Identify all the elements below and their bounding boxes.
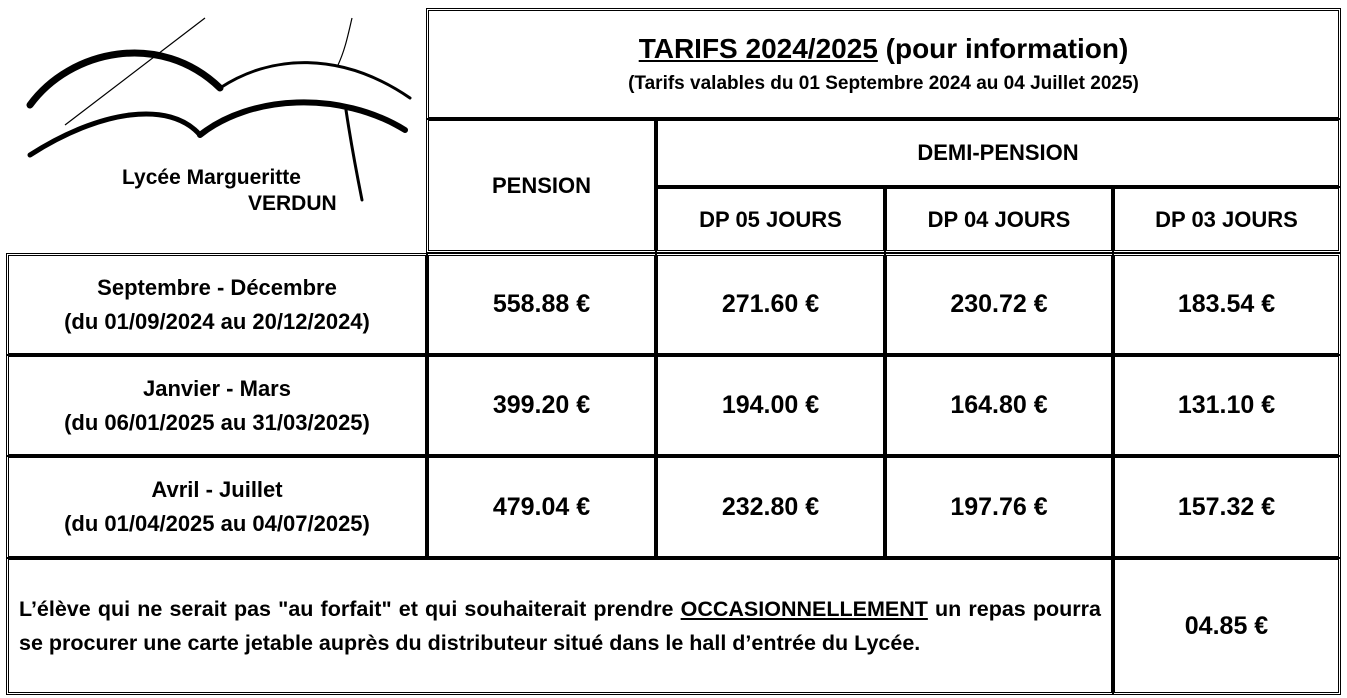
price-pension: 479.04 €	[426, 455, 657, 559]
note-text-emphasis: OCCASIONNELLEMENT	[680, 597, 928, 621]
period-dates: (du 01/09/2024 au 20/12/2024)	[64, 308, 370, 334]
period-label: Janvier - Mars	[143, 375, 291, 401]
header-pension: PENSION	[426, 118, 657, 253]
title-info: (pour information)	[877, 33, 1129, 64]
price-dp3: 131.10 €	[1112, 354, 1341, 457]
note-text-after: un repas pourra se procurer une carte jetable auprès du distributeur situé dans le hall d’entrée du Lycée.	[19, 597, 1101, 655]
occasional-meal-note	[6, 557, 1114, 695]
title-year: TARIFS 2024/2025	[638, 33, 878, 64]
price-dp4: 164.80 €	[884, 354, 1114, 457]
school-logo	[10, 10, 420, 248]
table-row-period	[6, 253, 428, 356]
title-box	[426, 8, 1341, 120]
page-subtitle: (Tarifs valables du 01 Septembre 2024 au 04 Juillet 2025)	[628, 73, 1139, 94]
price-pension: 558.88 €	[426, 253, 657, 356]
logo-school-name: Lycée Margueritte	[122, 166, 301, 189]
occasional-note-text	[19, 592, 1101, 660]
price-dp3: 183.54 €	[1112, 253, 1341, 356]
period-dates: (du 01/04/2025 au 04/07/2025)	[64, 511, 370, 536]
price-dp4: 197.76 €	[884, 455, 1114, 559]
price-dp5: 232.80 €	[655, 455, 886, 559]
note-text-before: L’élève qui ne serait pas "au forfait" et qui souhaiterait prendre	[19, 597, 681, 621]
period-label: Avril - Juillet	[151, 477, 283, 502]
occasional-meal-price: 04.85 €	[1112, 557, 1341, 695]
header-dp4: DP 04 JOURS	[884, 186, 1114, 253]
table-row-period	[6, 354, 428, 457]
price-dp5: 194.00 €	[655, 354, 886, 457]
price-pension: 399.20 €	[426, 354, 657, 457]
price-dp5: 271.60 €	[655, 253, 886, 356]
logo-city: VERDUN	[248, 192, 337, 215]
price-dp3: 157.32 €	[1112, 455, 1341, 559]
header-demi-pension: DEMI-PENSION	[655, 118, 1341, 188]
price-dp4: 230.72 €	[884, 253, 1114, 356]
header-dp5: DP 05 JOURS	[655, 186, 886, 253]
bird-logo-icon	[10, 10, 420, 248]
period-dates: (du 06/01/2025 au 31/03/2025)	[64, 409, 370, 435]
table-row-period	[6, 455, 428, 559]
period-label: Septembre - Décembre	[97, 274, 337, 300]
page-title	[639, 33, 1129, 65]
header-dp3: DP 03 JOURS	[1112, 186, 1341, 253]
